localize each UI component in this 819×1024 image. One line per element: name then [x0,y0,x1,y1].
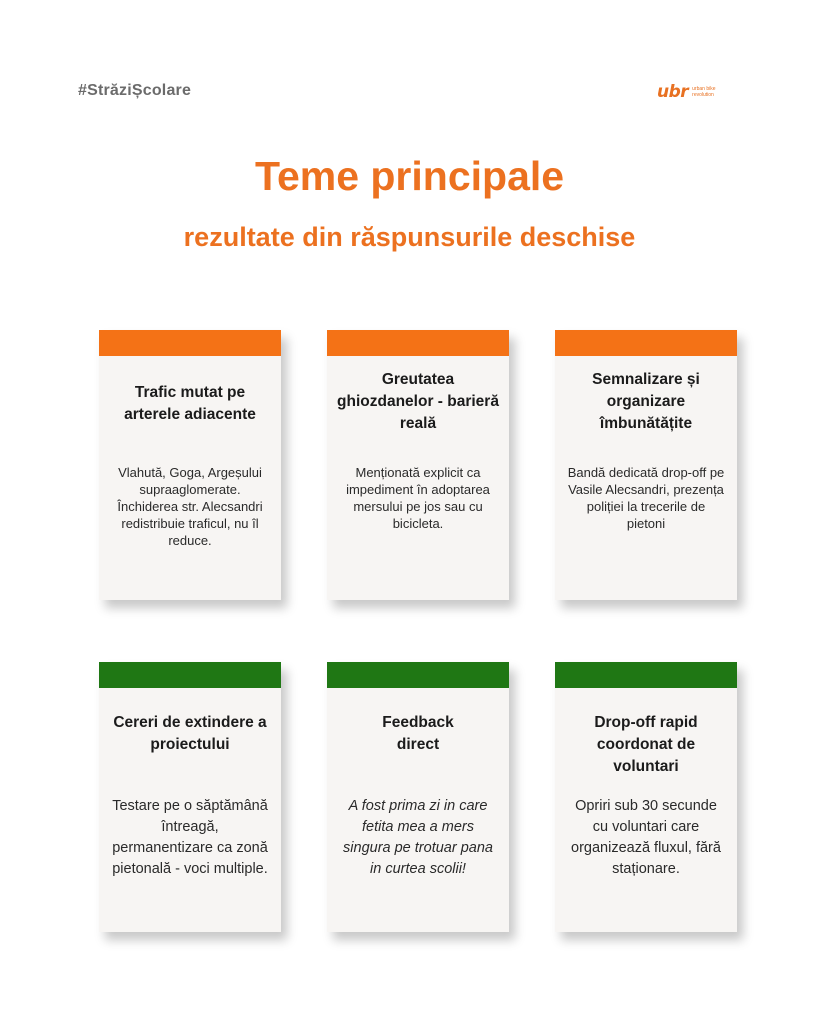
card-body: Testare pe o săptămână întreagă, permanentizare ca zonă pietonală - voci multiple. [112,798,268,877]
card-title: Cereri de extindere a proiectului [113,714,267,753]
logo-mark: ubr [657,82,689,102]
hashtag-label: #StrăziȘcolare [78,82,192,99]
theme-card-dropoff [555,662,737,932]
card-title: Trafic mutat pe arterele adiacente [124,384,256,423]
theme-card-traffic [99,330,281,600]
card-body: Bandă dedicată drop-off pe Vasile Alecsandri, prezența poliției la trecerile de pietoni [567,465,725,531]
card-accent-bar [99,330,281,356]
logo-tagline-line1: urban bike [692,86,716,92]
theme-card-signage [555,330,737,600]
logo-tagline [692,86,715,98]
card-accent-bar [555,330,737,356]
logo-tagline-line2: revolution [692,92,714,98]
card-accent-bar [327,662,509,688]
theme-card-extension [99,662,281,932]
card-body: Opriri sub 30 secunde cu voluntari care organizează fluxul, fără staționare. [571,798,721,877]
card-body: Menționată explicit ca impediment în adoptarea mersului pe jos sau cu bicicleta. [346,465,490,531]
card-title: Greutatea ghiozdanelor - barieră reală [337,371,499,432]
card-title: Drop-off rapid coordonat de voluntari [594,714,698,775]
card-title: Feedback direct [382,714,454,753]
theme-card-feedback [327,662,509,932]
card-accent-bar [99,662,281,688]
ubr-logo [657,82,716,102]
page-subtitle: rezultate din răspunsurile deschise [183,222,636,252]
card-body: Vlahută, Goga, Argeșului supraaglomerate. Închiderea str. Alecsandri redistribuie traficul, nu îl reduce. [117,465,263,548]
card-title: Semnalizare și organizare îmbunătățite [592,371,700,432]
card-body-quote: A fost prima zi in care fetita mea a mers singura pe trotuar pana in curtea scolii! [343,798,493,877]
card-accent-bar [555,662,737,688]
theme-card-backpacks [327,330,509,600]
page-title: Teme principale [254,153,565,199]
card-accent-bar [327,330,509,356]
